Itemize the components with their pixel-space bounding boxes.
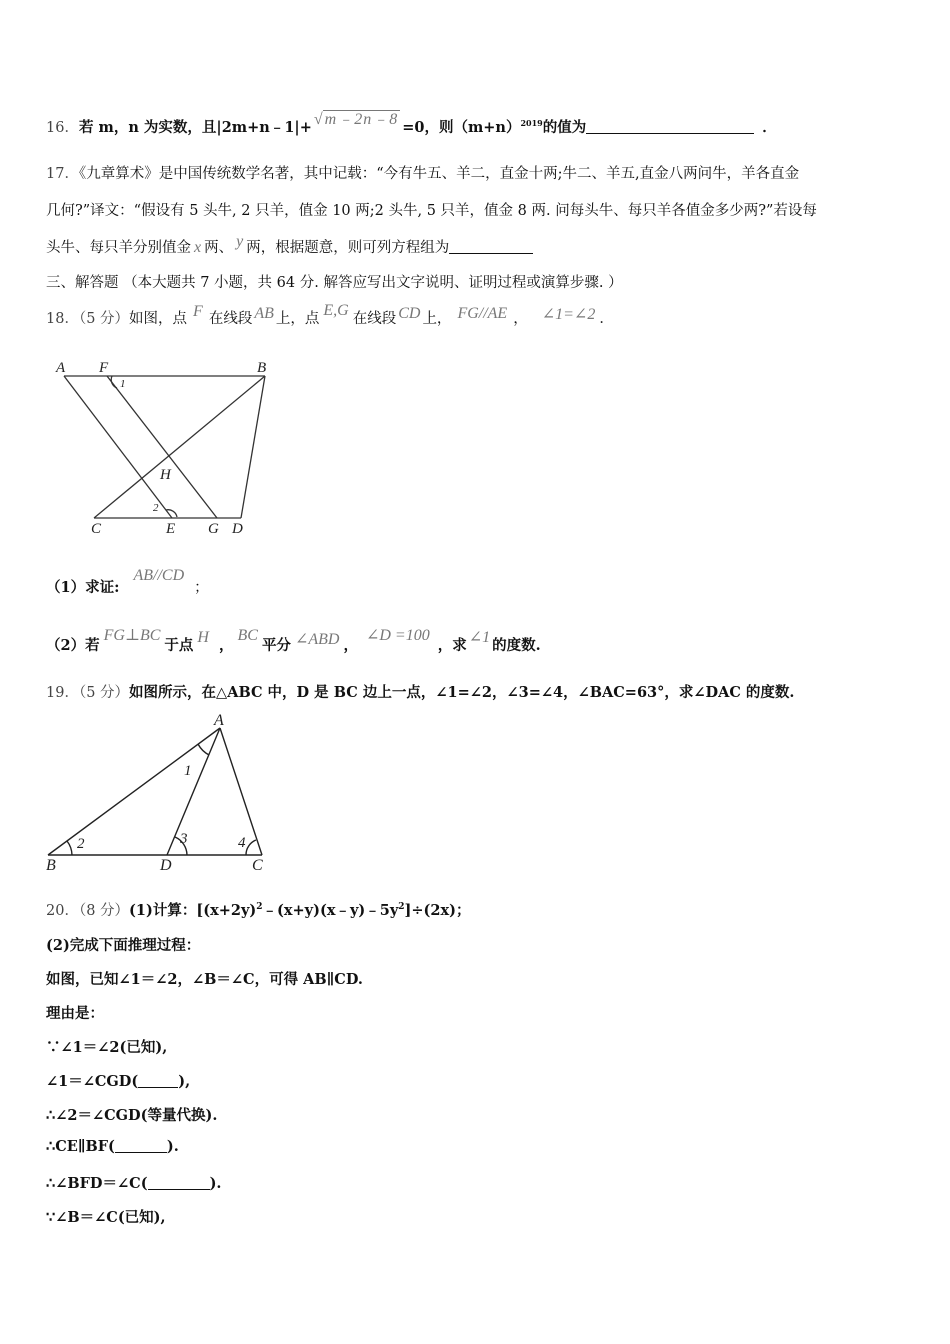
- reason-blank[interactable]: [138, 1073, 178, 1088]
- sqrt-radicand: m﹣2n﹣8: [324, 111, 399, 128]
- segment-AE: [64, 376, 172, 518]
- math-H: H: [197, 629, 209, 646]
- angle-1-arc: [111, 376, 117, 388]
- angle-2-arc: [67, 841, 72, 855]
- q17-line3c: 两，根据题意，则可列方程组为: [246, 240, 450, 256]
- math-AB-parallel-CD: AB//CD: [133, 567, 185, 584]
- q17-line1: 《九章算术》是中国传统数学名著，其中记载：“今有牛五、羊二，直金十两;牛二、羊五,直金八两问牛，羊各直金: [78, 166, 800, 182]
- math-BC: BC: [237, 627, 258, 644]
- figure-19: [40, 710, 280, 875]
- label-angle-1: 1: [120, 378, 126, 390]
- q20-line: 理由是：: [46, 1005, 104, 1022]
- math-FG-parallel-AE: FG//AE: [457, 305, 508, 322]
- q19-text: 如图所示，在△ABC 中，D 是 BC 边上一点，∠1=∠2，∠3=∠4，∠BAC=63°，求∠DAC 的度数.: [129, 684, 795, 701]
- question-20: [46, 899, 471, 920]
- q16-text-1: 若 m，n 为实数，且|2m+n﹣1|+: [78, 119, 312, 136]
- var-y: y: [236, 233, 244, 250]
- q20-line: 如图，已知∠1＝∠2，∠B＝∠C，可得 AB∥CD.: [46, 971, 363, 988]
- label-D: D: [232, 521, 243, 537]
- q16-end: ．: [762, 119, 777, 136]
- q20-expr: ﹣(x+y)(x﹣y)﹣5y: [262, 902, 399, 919]
- q18-part-2: [46, 627, 541, 655]
- q20-expr: (1)计算：[(x+2y): [129, 902, 257, 919]
- section-header: 三、解答题 （本大题共 7 小题，共 64 分. 解答应写出文字说明、证明过程或演算步骤. ）: [46, 275, 623, 291]
- label-angle-2: 2: [77, 836, 85, 852]
- label-angle-2: 2: [153, 502, 159, 514]
- segment-FG: [107, 376, 217, 518]
- label-C: C: [91, 521, 102, 537]
- q18-text: 平分: [261, 637, 291, 654]
- question-number: 20．: [46, 903, 79, 919]
- q20-exp: 2: [398, 902, 405, 913]
- math-angle-D: ∠D =100: [365, 627, 430, 644]
- reason-blank[interactable]: [115, 1138, 167, 1153]
- segment-BD: [241, 376, 265, 518]
- label-D: D: [160, 857, 172, 874]
- answer-blank[interactable]: [586, 119, 754, 134]
- q20-text: ∠1＝∠CGD(: [46, 1073, 139, 1090]
- math-angle-equality: ∠1=∠2: [541, 306, 596, 323]
- q16-exponent: 2019: [520, 118, 543, 129]
- q18-text: 于点: [164, 637, 194, 654]
- label-B: B: [46, 857, 56, 874]
- question-17-line-1: [46, 162, 799, 183]
- q20-text: ),: [178, 1073, 191, 1090]
- q20-line: [46, 1138, 179, 1155]
- q20-text: ∴CE∥BF(: [46, 1138, 115, 1155]
- question-score: （5 分）: [78, 685, 130, 701]
- part-label: （1）求证:: [46, 579, 120, 596]
- q20-part-2: (2)完成下面推理过程：: [46, 937, 201, 954]
- q17-line3b: 两、: [204, 240, 234, 256]
- q17-line3a: 头牛、每只羊分别值金: [46, 240, 191, 256]
- q18-text: ，: [513, 311, 528, 327]
- label-C: C: [252, 857, 263, 874]
- math-AB: AB: [254, 305, 274, 322]
- question-number: 19．: [46, 685, 79, 701]
- q20-exp: 2: [256, 902, 263, 913]
- q18-text: ，: [343, 637, 358, 654]
- q17-line2: 几何?”译文：“假设有 5 头牛, 2 只羊，值金 10 两;2 头牛, 5 只羊，值金 8 两. 问每头牛、每只羊各值金多少两?”若设每: [46, 203, 817, 219]
- q20-text: ).: [209, 1175, 222, 1192]
- question-17-line-3: [46, 233, 533, 257]
- math-angle-ABD: ∠ABD: [294, 631, 340, 648]
- question-score: （5 分）: [78, 311, 130, 327]
- q20-line: ∵∠1＝∠2(已知),: [46, 1039, 168, 1056]
- q16-text-3: 的值为: [542, 119, 587, 136]
- label-E: E: [166, 521, 176, 537]
- q18-text: 在线段: [352, 311, 397, 327]
- reason-blank[interactable]: [148, 1175, 210, 1190]
- question-number: 17．: [46, 166, 79, 182]
- label-angle-4: 4: [238, 835, 246, 851]
- q20-expr: ]÷(2x)；: [404, 902, 471, 919]
- math-CD: CD: [398, 305, 421, 322]
- q18-text: ，: [218, 637, 234, 654]
- q18-text: 如图，点: [129, 311, 188, 327]
- q18-text: 上，点: [275, 311, 320, 327]
- angle-4-arc: [246, 840, 256, 855]
- angle-1-arc: [198, 744, 209, 755]
- q18-text: 的度数.: [492, 637, 541, 654]
- q20-line: [46, 1070, 190, 1091]
- question-score: （8 分）: [78, 903, 130, 919]
- q20-line: [46, 1172, 221, 1193]
- label-B: B: [257, 360, 267, 376]
- label-F: F: [99, 360, 109, 376]
- sqrt-expression: √ m﹣2n﹣8: [313, 111, 399, 128]
- q18-text: 在线段: [208, 311, 253, 327]
- label-A: A: [56, 360, 66, 376]
- figure-18: [50, 355, 280, 540]
- label-angle-3: 3: [180, 831, 188, 847]
- question-18: [46, 302, 614, 333]
- q18-text: 上，: [422, 311, 452, 327]
- question-17-line-2: [46, 199, 817, 220]
- question-number: 16．: [46, 120, 79, 136]
- math-F: F: [193, 303, 203, 320]
- var-x: x: [194, 239, 202, 256]
- math-angle-1: ∠1: [468, 629, 491, 646]
- label-A: A: [214, 712, 224, 729]
- q18-text: ，求: [437, 637, 467, 654]
- q20-text: ∴∠BFD＝∠C(: [46, 1175, 148, 1192]
- question-number: 18．: [46, 311, 79, 327]
- question-16: [46, 111, 777, 138]
- label-angle-1: 1: [184, 763, 192, 779]
- q16-text-2: =0，则（m+n）: [402, 119, 521, 136]
- label-H: H: [160, 467, 171, 483]
- math-EG: E,G: [323, 302, 349, 319]
- segment-BC: [94, 376, 265, 518]
- answer-blank[interactable]: [449, 239, 533, 254]
- q18-text: ．: [599, 311, 614, 327]
- part-end: ；: [194, 580, 209, 596]
- label-G: G: [208, 521, 219, 537]
- math-FG-perp-BC: FG⊥BC: [103, 627, 161, 644]
- part-label: （2）若: [46, 637, 100, 654]
- q20-text: ).: [166, 1138, 179, 1155]
- question-19: [46, 681, 794, 702]
- q18-part-1: [46, 567, 209, 597]
- angle-2-arc: [166, 510, 177, 517]
- q20-line: ∴∠2＝∠CGD(等量代换).: [46, 1107, 218, 1124]
- q20-line: ∵∠B＝∠C(已知),: [46, 1209, 166, 1226]
